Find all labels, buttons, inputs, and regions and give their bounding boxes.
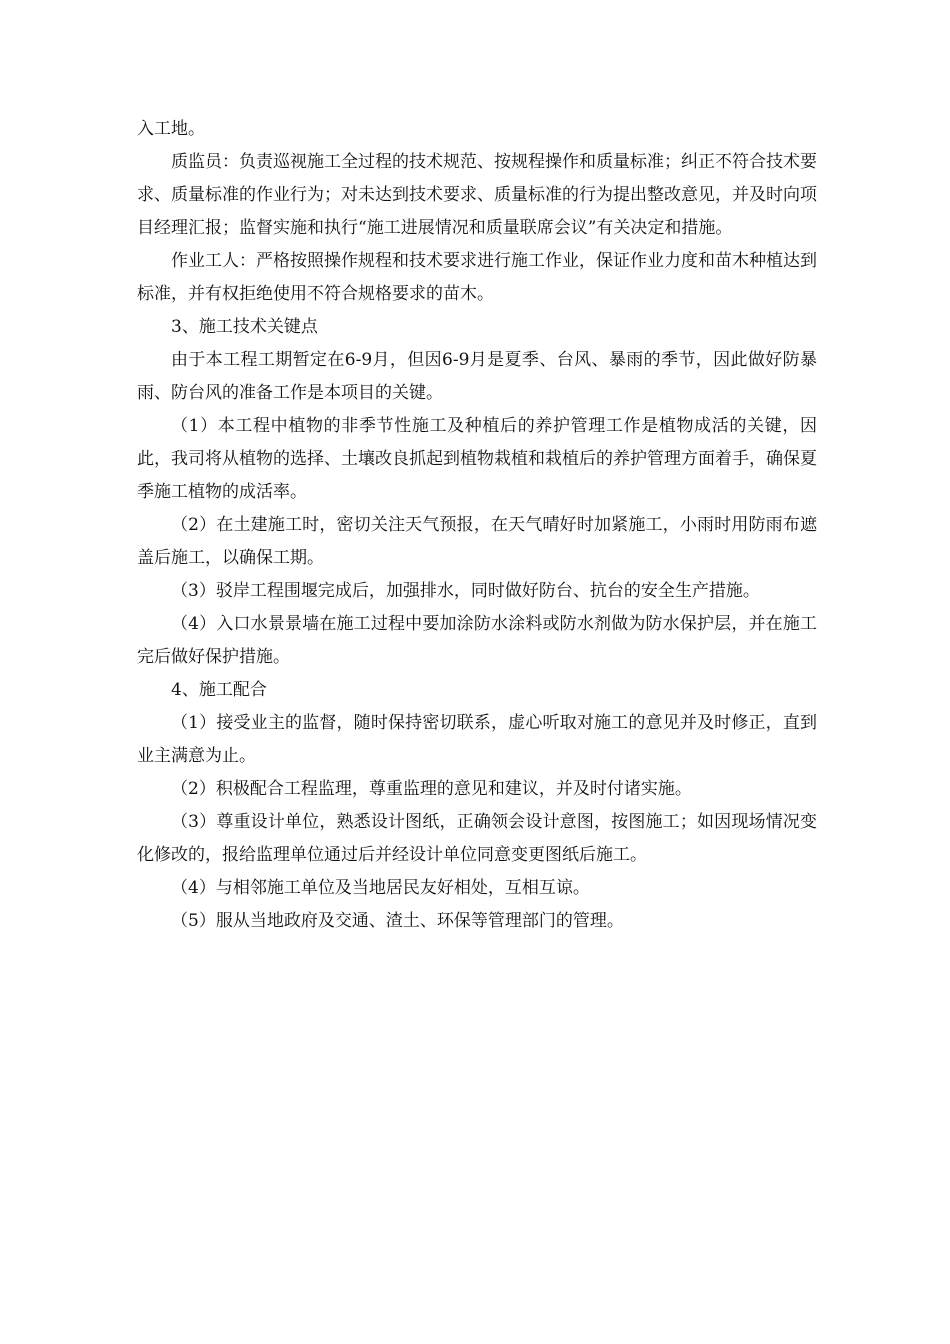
list-item-coordination-3: （3）尊重设计单位，熟悉设计图纸，正确领会设计意图，按图施工；如因现场情况变化修改的，报给监理单位通过后并经设计单位同意变更图纸后施工。 [137,812,817,865]
list-item-key-point-1: （1）本工程中植物的非季节性施工及种植后的养护管理工作是植物成活的关键，因此，我司将从植物的选择、土壤改良抓起到植物栽植和栽植后的养护管理方面着手，确保夏季施工植物的成活率。 [137,416,817,502]
list-item-coordination-2: （2）积极配合工程监理，尊重监理的意见和建议，并及时付诸实施。 [171,779,692,799]
section-heading-coordination: 4、施工配合 [171,680,267,700]
paragraph-continuation: 入工地。 [137,119,205,139]
section-heading-key-points: 3、施工技术关键点 [171,317,318,337]
list-item-coordination-5: （5）服从当地政府及交通、渣土、环保等管理部门的管理。 [171,911,624,931]
list-item-key-point-2: （2）在土建施工时，密切关注天气预报，在天气晴好时加紧施工，小雨时用防雨布遮盖后施工，以确保工期。 [137,515,817,568]
list-item-coordination-1: （1）接受业主的监督，随时保持密切联系，虚心听取对施工的意见并及时修正，直到业主满意为止。 [137,713,817,766]
paragraph-schedule: 由于本工程工期暂定在6-9月，但因6-9月是夏季、台风、暴雨的季节，因此做好防暴雨、防台风的准备工作是本项目的关键。 [137,350,817,403]
paragraph-quality-inspector: 质监员：负责巡视施工全过程的技术规范、按规程操作和质量标准；纠正不符合技术要求、质量标准的作业行为；对未达到技术要求、质量标准的行为提出整改意见，并及时向项目经理汇报；监督实施和执行“施工进展情况和质量联席会议”有关决定和措施。 [137,152,817,238]
list-item-key-point-4: （4）入口水景景墙在施工过程中要加涂防水涂料或防水剂做为防水保护层，并在施工完后做好保护措施。 [137,614,817,667]
document-body [137,113,817,938]
list-item-coordination-4: （4）与相邻施工单位及当地居民友好相处，互相互谅。 [171,878,590,898]
list-item-key-point-3: （3）驳岸工程围堰完成后，加强排水，同时做好防台、抗台的安全生产措施。 [171,581,760,601]
paragraph-workers: 作业工人：严格按照操作规程和技术要求进行施工作业，保证作业力度和苗木种植达到标准，并有权拒绝使用不符合规格要求的苗木。 [137,251,817,304]
